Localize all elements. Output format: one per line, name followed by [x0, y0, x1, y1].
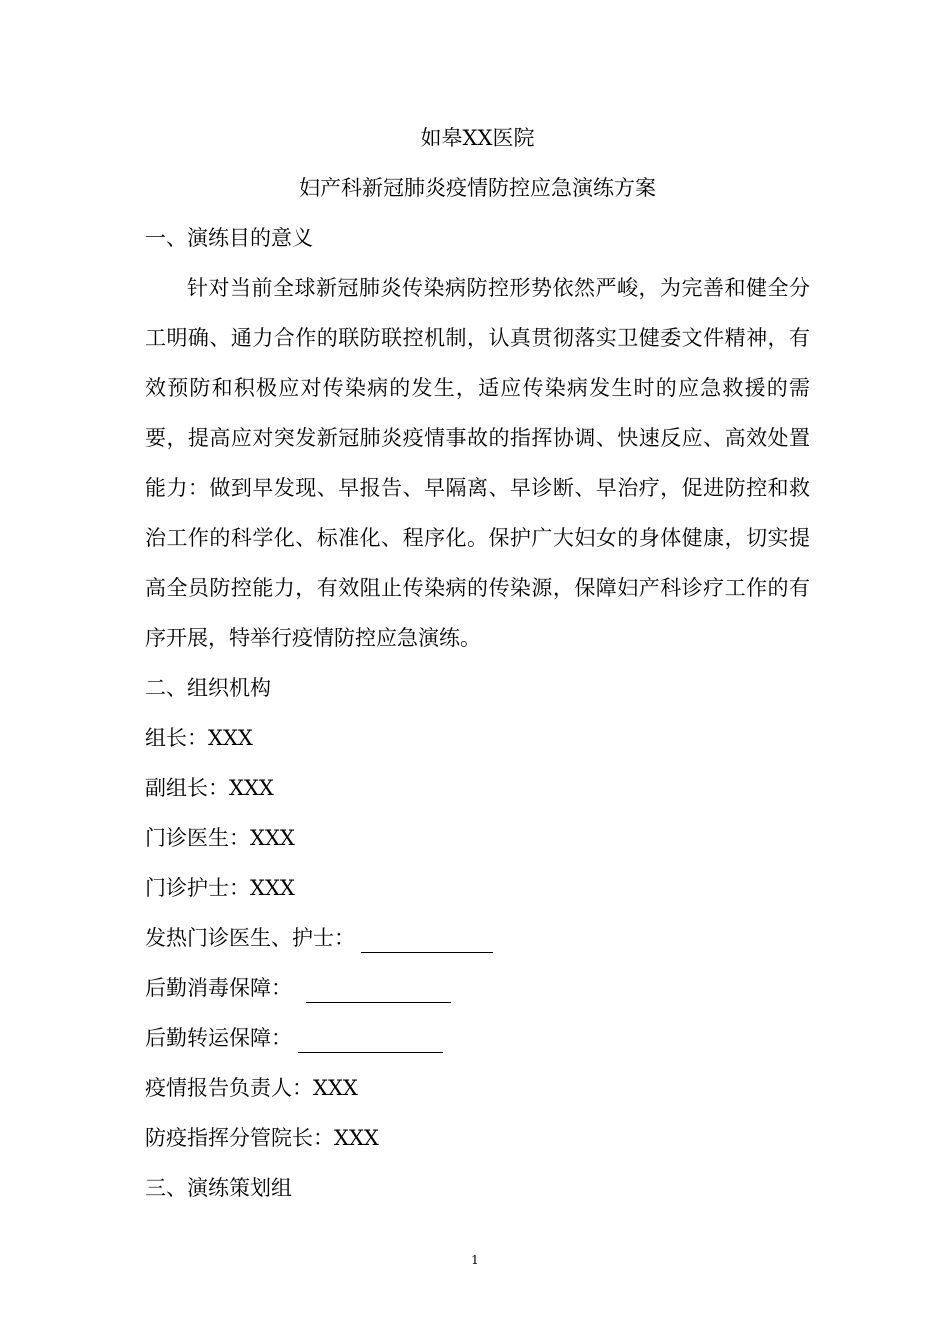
section-heading-purpose: 一、演练目的意义 [145, 226, 313, 250]
transport-label: 后勤转运保障： [145, 1026, 292, 1050]
org-deputy-leader: 副组长：XXX [145, 776, 274, 800]
fever-clinic-blank [361, 926, 493, 953]
org-leader: 组长：XXX [145, 726, 253, 750]
disinfection-blank [306, 976, 451, 1003]
transport-blank [298, 1026, 443, 1053]
page-number: 1 [471, 1253, 479, 1267]
section-heading-planning: 三、演练策划组 [145, 1176, 292, 1200]
section-heading-organization: 二、组织机构 [145, 676, 271, 700]
fever-clinic-label: 发热门诊医生、护士： [145, 926, 355, 950]
purpose-paragraph: 针对当前全球新冠肺炎传染病防控形势依然严峻，为完善和健全分工明确、通力合作的联防联控机制，认真贯彻落实卫健委文件精神，有效预防和积极应对传染病的发生，适应传染病发生时的应急救援的需要，提高应对突发新冠肺炎疫情事故的指挥协调、快速反应、高效处置能力：做到早发现、早报告、早隔离、早诊断、早治疗，促进防控和救治工作的科学化、标准化、程序化。保护广大妇女的身体健康，切实提高全员防控能力，有效阻止传染病的传染源，保障妇产科诊疗工作的有序开展，特举行疫情防控应急演练。 [145, 276, 810, 650]
org-fever-clinic [145, 913, 810, 963]
document-body [145, 113, 810, 1213]
org-epidemic-report: 疫情报告负责人：XXX [145, 1076, 358, 1100]
org-outpatient-nurse: 门诊护士：XXX [145, 876, 295, 900]
org-command-vice-president: 防疫指挥分管院长：XXX [145, 1126, 379, 1150]
document-title: 妇产科新冠肺炎疫情防控应急演练方案 [299, 176, 656, 200]
hospital-name: 如皋XX医院 [420, 126, 535, 150]
disinfection-label: 后勤消毒保障： [145, 976, 292, 1000]
org-outpatient-doctor: 门诊医生：XXX [145, 826, 295, 850]
org-transport [145, 1013, 810, 1063]
org-disinfection [145, 963, 810, 1013]
